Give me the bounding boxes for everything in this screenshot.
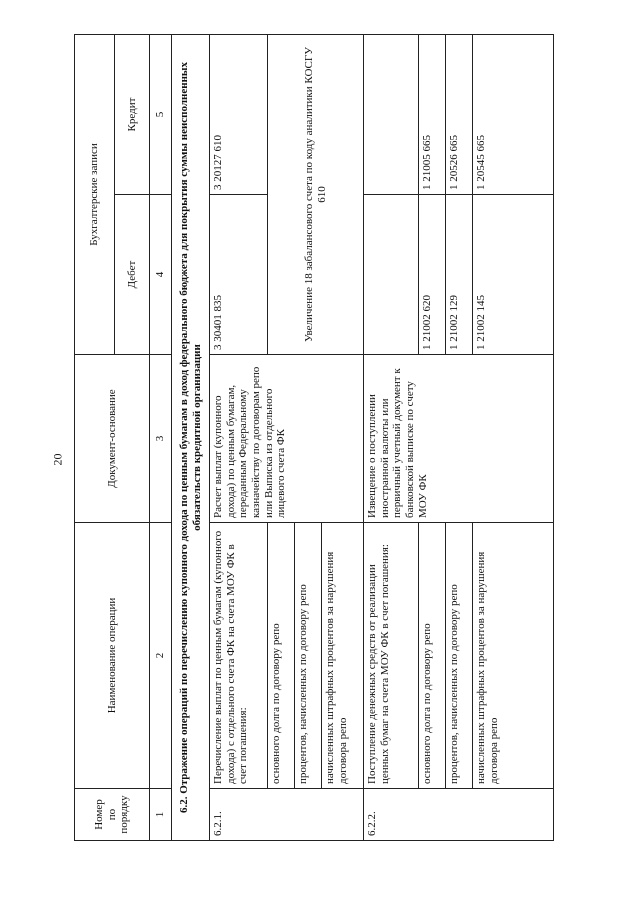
row-6-2-1-operation: Перечисление выплат по ценным бумагам (купонного дохода) с отдельного счета ФК на счета МОУ ФК в счет погашения: [210, 523, 268, 789]
column-number-3: 3 [150, 355, 172, 523]
row-6-2-2-sub-3: начисленных штрафных процентов за нарушения договора репо [473, 523, 554, 789]
header-document: Документ-основание [75, 355, 150, 523]
row-6-2-1-sub-1: основного долга по договору репо [268, 523, 295, 789]
row-6-2-2-sub-1-debit: 1 21002 620 [419, 195, 446, 355]
row-6-2-2-sub-3-credit: 1 20545 665 [473, 35, 554, 195]
row-6-2-2-sub-2-debit: 1 21002 129 [446, 195, 473, 355]
rotated-table-container [74, 35, 554, 841]
row-6-2-1-sub-2: процентов, начисленных по договору репо [295, 523, 322, 789]
column-number-2: 2 [150, 523, 172, 789]
row-6-2-1-sub-3: начисленных штрафных процентов за нарушения договора репо [322, 523, 364, 789]
row-6-2-1-debit: 3 30401 835 [210, 195, 268, 355]
row-6-2-1-document: Расчет выплат (купонного дохода) по ценным бумагам, переданным Федеральному казначейству по договорам репо или Выписка из отдельного лицевого счета ФК [210, 355, 364, 523]
page-number: 20 [50, 453, 65, 466]
row-6-2-2-sub-2: процентов, начисленных по договору репо [446, 523, 473, 789]
section-title: 6.2. Отражение операций по перечислению купонного дохода по ценным бумагам в доход федерального бюджета для покрытия суммы неисполненных обязательств кредитной организации [172, 35, 210, 841]
row-6-2-1-number: 6.2.1. [210, 789, 364, 841]
row-6-2-2-sub-1: основного долга по договору репо [419, 523, 446, 789]
header-debit: Дебет [115, 195, 150, 355]
row-6-2-2-number: 6.2.2. [364, 789, 554, 841]
row-6-2-2-sub-3-debit: 1 21002 145 [473, 195, 554, 355]
header-operation: Наименование операции [75, 523, 150, 789]
row-6-2-2-document: Извещение о поступлении иностранной валюты или первичный учетный документ к банковской выписке по счету МОУ ФК [364, 355, 554, 523]
header-number: Номер по порядку [75, 789, 150, 841]
column-number-1: 1 [150, 789, 172, 841]
row-6-2-2-operation: Поступление денежных средств от реализации ценных бумаг на счета МОУ ФК в счет погашения: [364, 523, 419, 789]
column-number-4: 4 [150, 195, 172, 355]
row-6-2-1-credit: 3 20127 610 [210, 35, 268, 195]
row-6-2-1-note: Увеличение 18 забалансового счета по коду аналитики КОСГУ 610 [268, 35, 364, 355]
header-credit: Кредит [115, 35, 150, 195]
header-entries: Бухгалтерские записи [75, 35, 115, 355]
column-number-5: 5 [150, 35, 172, 195]
accounting-table [74, 34, 554, 841]
row-6-2-2-sub-1-credit: 1 21005 665 [419, 35, 446, 195]
row-6-2-2-sub-2-credit: 1 20526 665 [446, 35, 473, 195]
